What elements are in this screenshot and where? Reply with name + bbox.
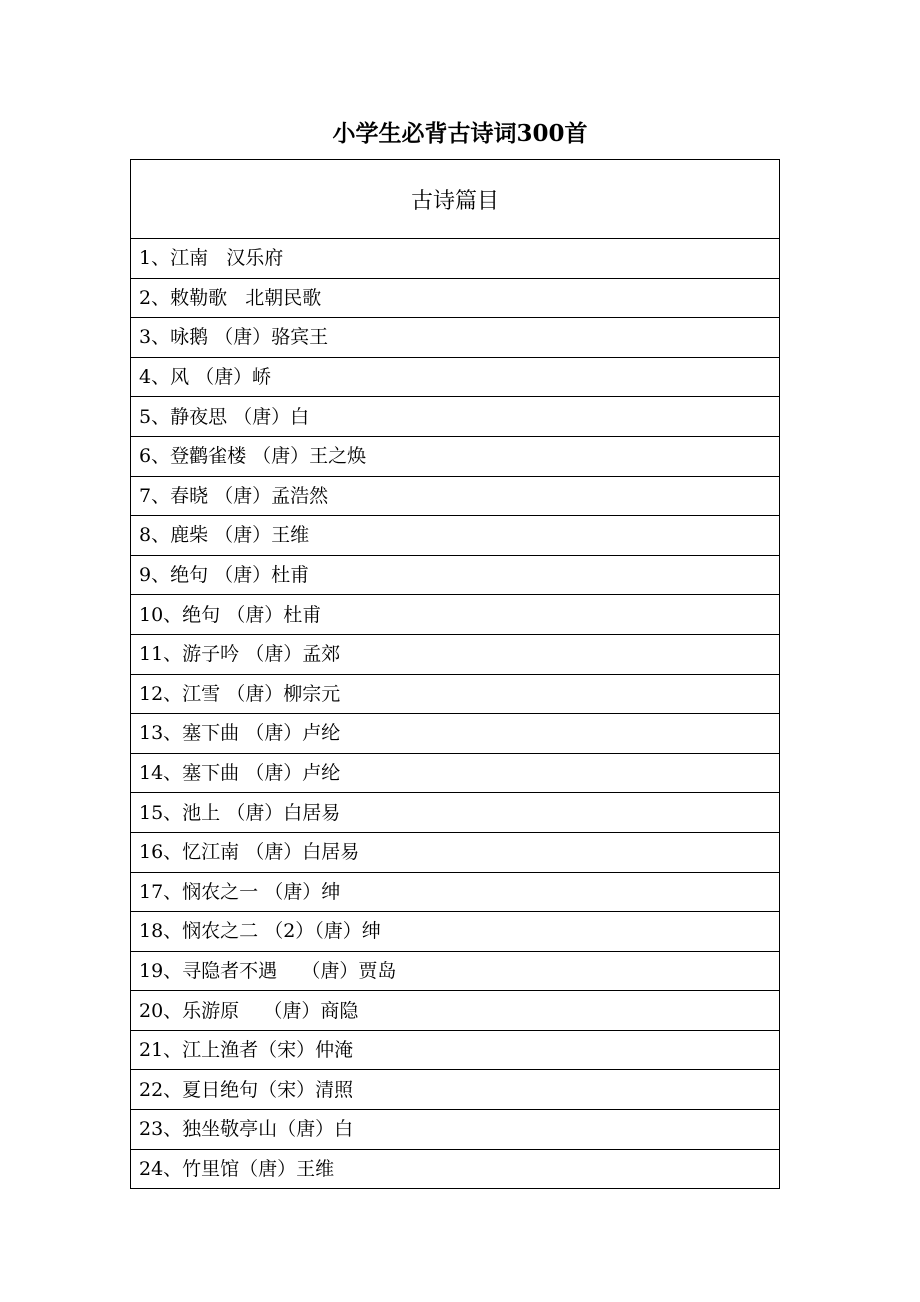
table-row (131, 1030, 780, 1070)
table-row (131, 634, 780, 674)
poem-item: 15、池上 （唐）白居易 (131, 793, 780, 833)
poem-item: 2、敕勒歌 北朝民歌 (131, 278, 780, 318)
poem-item: 24、竹里馆（唐）王维 (131, 1149, 780, 1189)
poem-item: 13、塞下曲 （唐）卢纶 (131, 714, 780, 754)
table-row (131, 397, 780, 437)
table-row (131, 832, 780, 872)
poem-item: 18、悯农之二 （2）（唐）绅 (131, 912, 780, 952)
table-row (131, 991, 780, 1031)
table-row (131, 1149, 780, 1189)
table-row (131, 912, 780, 952)
poem-item: 23、独坐敬亭山（唐）白 (131, 1110, 780, 1150)
table-row (131, 555, 780, 595)
table-row (131, 753, 780, 793)
table-row (131, 793, 780, 833)
table-row (131, 318, 780, 358)
table-row (131, 357, 780, 397)
table-row (131, 278, 780, 318)
document-title: 小学生必背古诗词300首 (332, 120, 588, 147)
table-header: 古诗篇目 (131, 160, 780, 239)
table-row (131, 872, 780, 912)
table-row (131, 436, 780, 476)
table-row (131, 951, 780, 991)
poem-list-table (130, 159, 780, 1189)
poem-item: 8、鹿柴 （唐）王维 (131, 516, 780, 556)
poem-item: 16、忆江南 （唐）白居易 (131, 832, 780, 872)
poem-item: 19、寻隐者不遇 （唐）贾岛 (131, 951, 780, 991)
table-row (131, 516, 780, 556)
poem-item: 7、春晓 （唐）孟浩然 (131, 476, 780, 516)
poem-item: 17、悯农之一 （唐）绅 (131, 872, 780, 912)
table-row (131, 595, 780, 635)
table-row (131, 239, 780, 279)
table-row (131, 1070, 780, 1110)
poem-item: 14、塞下曲 （唐）卢纶 (131, 753, 780, 793)
poem-item: 21、江上渔者（宋）仲淹 (131, 1030, 780, 1070)
poem-item: 4、风 （唐）峤 (131, 357, 780, 397)
poem-item: 10、绝句 （唐）杜甫 (131, 595, 780, 635)
table-header-row (131, 160, 780, 239)
table-row (131, 476, 780, 516)
table-row (131, 674, 780, 714)
poem-item: 22、夏日绝句（宋）清照 (131, 1070, 780, 1110)
poem-item: 20、乐游原 （唐）商隐 (131, 991, 780, 1031)
poem-item: 6、登鹳雀楼 （唐）王之焕 (131, 436, 780, 476)
table-row (131, 714, 780, 754)
poem-item: 3、咏鹅 （唐）骆宾王 (131, 318, 780, 358)
table-row (131, 1110, 780, 1150)
poem-item: 12、江雪 （唐）柳宗元 (131, 674, 780, 714)
poem-item: 9、绝句 （唐）杜甫 (131, 555, 780, 595)
poem-item: 11、游子吟 （唐）孟郊 (131, 634, 780, 674)
poem-item: 5、静夜思 （唐）白 (131, 397, 780, 437)
poem-item: 1、江南 汉乐府 (131, 239, 780, 279)
